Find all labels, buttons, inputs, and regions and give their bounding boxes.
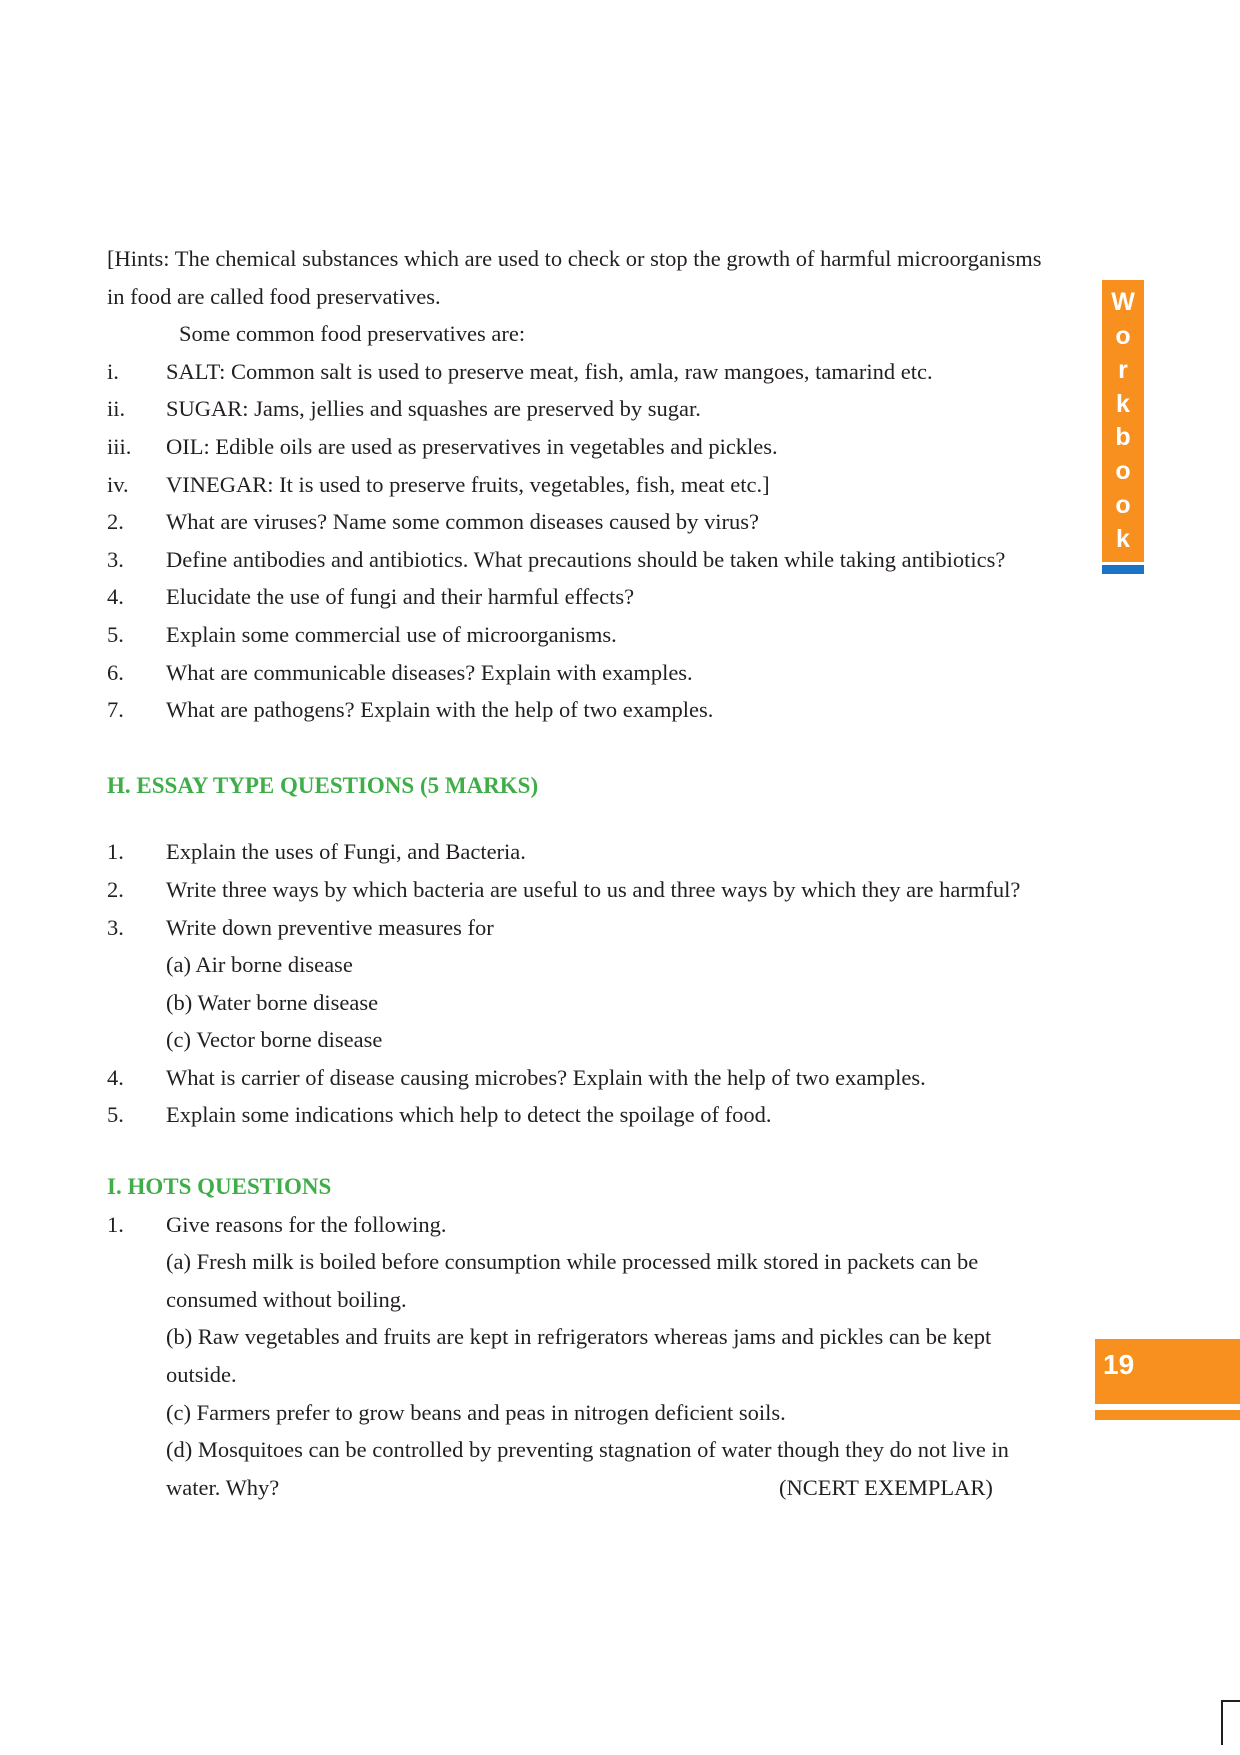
reason-line: consumed without boiling. — [166, 1286, 407, 1312]
side-tab-letter: o — [1115, 457, 1131, 486]
crop-mark — [1221, 1700, 1240, 1702]
question-item: 6. What are communicable diseases? Explain with examples. — [107, 659, 693, 685]
reason-line: (a) Fresh milk is boiled before consumption while processed milk stored in packets can be — [166, 1249, 979, 1275]
reason-line: (d) Mosquitoes can be controlled by preventing stagnation of water though they do not live in — [166, 1437, 1009, 1463]
side-tab-bottom-bar — [1102, 565, 1144, 574]
source-tag: (NCERT EXEMPLAR) — [779, 1474, 993, 1500]
side-tab-letter: o — [1115, 322, 1131, 351]
side-tab-letter: k — [1116, 524, 1130, 553]
sub-item: (b) Water borne disease — [166, 989, 379, 1015]
list-item: ii. SUGAR: Jams, jellies and squashes are preserved by sugar. — [107, 396, 701, 422]
crop-mark — [1221, 1700, 1223, 1745]
side-tab-letter: o — [1115, 490, 1131, 519]
reason-line: (b) Raw vegetables and fruits are kept in refrigerators whereas jams and pickles can be kept — [166, 1324, 992, 1350]
side-tab-letter: W — [1111, 288, 1135, 317]
list-item: iv. VINEGAR: It is used to preserve fruits, vegetables, fish, meat etc.] — [107, 471, 770, 497]
side-tab-letter: k — [1116, 389, 1130, 418]
hints-intro: Some common food preservatives are: — [179, 321, 526, 347]
reason-line: outside. — [166, 1362, 237, 1388]
question-item: 7. What are pathogens? Explain with the help of two examples. — [107, 697, 714, 723]
question-item: 2. What are viruses? Name some common diseases caused by virus? — [107, 509, 759, 535]
question-item: 5. Explain some commercial use of microorganisms. — [107, 621, 617, 647]
section-h-heading: H. ESSAY TYPE QUESTIONS (5 MARKS) — [107, 772, 539, 798]
sub-item: (c) Vector borne disease — [166, 1027, 383, 1053]
question-item: 4. Elucidate the use of fungi and their harmful effects? — [107, 584, 635, 610]
side-tab-letter: r — [1118, 355, 1128, 384]
hints-line-2: in food are called food preservatives. — [107, 283, 441, 309]
question-item: 2. Write three ways by which bacteria are useful to us and three ways by which they are harmful? — [107, 876, 1021, 902]
question-item: 1. Explain the uses of Fungi, and Bacteria. — [107, 839, 526, 865]
section-i-heading: I. HOTS QUESTIONS — [107, 1174, 332, 1200]
list-item: iii. OIL: Edible oils are used as preservatives in vegetables and pickles. — [107, 433, 778, 459]
question-item: 3. Define antibodies and antibiotics. What precautions should be taken while taking antibiotics? — [107, 546, 1006, 572]
question-item: 1. Give reasons for the following. — [107, 1211, 447, 1237]
question-item: 5. Explain some indications which help to detect the spoilage of food. — [107, 1102, 772, 1128]
page-number: 19 — [1095, 1339, 1240, 1404]
page-number-bar — [1095, 1410, 1240, 1420]
question-item: 4. What is carrier of disease causing microbes? Explain with the help of two examples. — [107, 1064, 926, 1090]
side-tab-letter: b — [1115, 423, 1131, 452]
page-content — [107, 240, 1097, 1506]
reason-last-line: water. Why? (NCERT EXEMPLAR) — [107, 1469, 1097, 1507]
list-item: i. SALT: Common salt is used to preserve meat, fish, amla, raw mangoes, tamarind etc. — [107, 358, 933, 384]
hints-line-1: [Hints: The chemical substances which are used to check or stop the growth of harmful microorganisms — [107, 246, 1042, 271]
reason-line: (c) Farmers prefer to grow beans and peas in nitrogen deficient soils. — [166, 1399, 786, 1425]
question-item: 3. Write down preventive measures for — [107, 914, 494, 940]
workbook-side-tab — [1102, 280, 1144, 562]
sub-item: (a) Air borne disease — [166, 952, 353, 978]
